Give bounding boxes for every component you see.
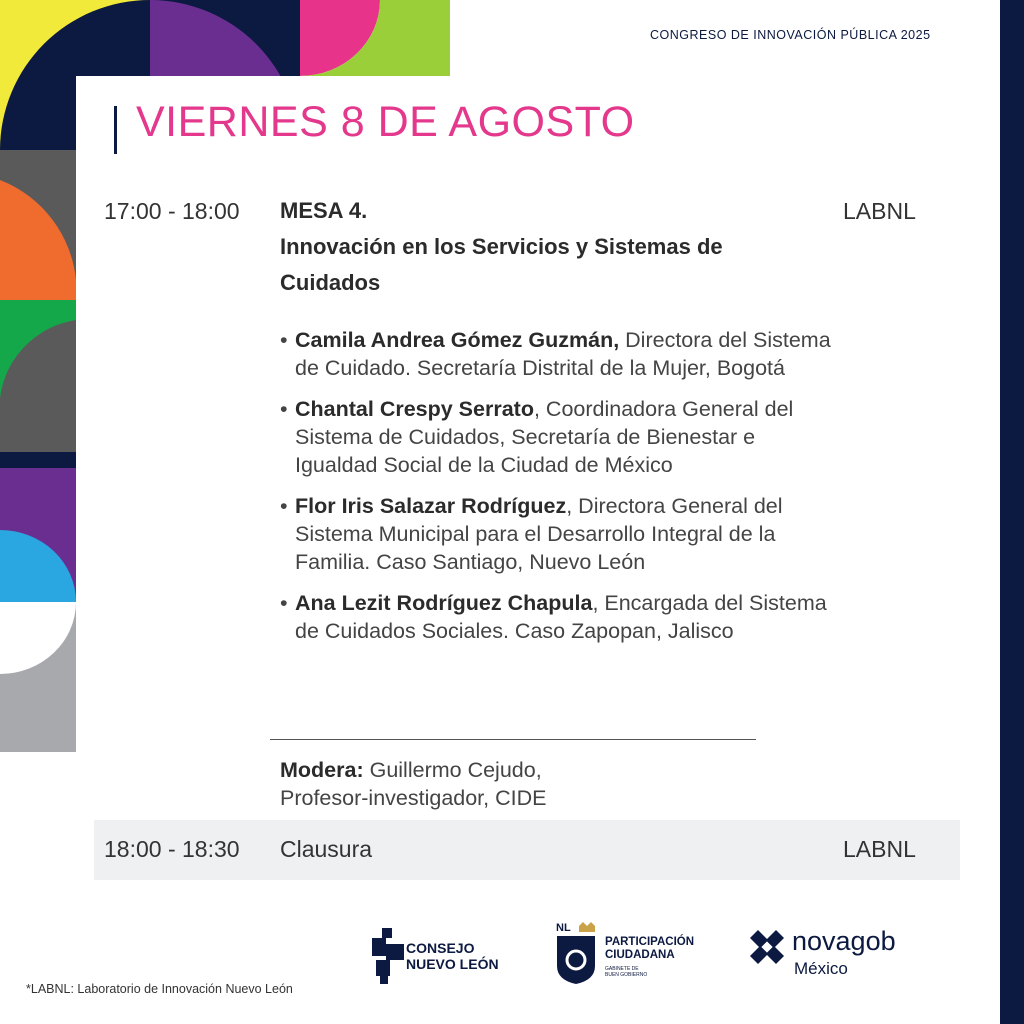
speaker-item: [280, 395, 840, 479]
participacion-badge: NL: [556, 922, 571, 934]
participacion-sub2: BUEN GOBIERNO: [605, 972, 648, 978]
moderator-block: [280, 756, 680, 812]
moderator-divider: [270, 739, 756, 740]
speaker-list: [280, 326, 840, 658]
consejo-mark-icon: [372, 928, 406, 984]
participacion-sub1: GABINETE DE: [605, 966, 639, 972]
session-title: Innovación en los Servicios y Sistemas de Cuidados: [280, 234, 723, 295]
consejo-line1: CONSEJO: [406, 940, 475, 956]
bullet-icon: •: [280, 328, 288, 352]
day-title-accent-bar: [114, 106, 117, 154]
right-accent-bar: [1000, 0, 1024, 1024]
speaker-name: Ana Lezit Rodríguez Chapula: [295, 591, 593, 615]
participacion-ciudadana-logo: [555, 922, 715, 984]
novagob-name: novagob: [792, 926, 896, 956]
consejo-line2: NUEVO LEÓN: [406, 956, 499, 972]
bullet-icon: •: [280, 494, 288, 518]
closing-location: LABNL: [843, 836, 916, 862]
session-label: MESA 4.: [280, 198, 368, 223]
speaker-item: [280, 589, 840, 645]
footnote: *LABNL: Laboratorio de Innovación Nuevo León: [26, 982, 293, 996]
speaker-item: [280, 326, 840, 382]
deco-navy-strip: [0, 452, 76, 468]
closing-title: Clausura: [280, 836, 373, 862]
speaker-item: [280, 492, 840, 576]
novagob-mexico-logo: [750, 926, 920, 982]
day-title: VIERNES 8 DE AGOSTO: [136, 98, 635, 146]
moderator-name: Guillermo Cejudo,: [363, 758, 542, 782]
speaker-name: Camila Andrea Gómez Guzmán,: [295, 328, 620, 352]
speaker-name: Chantal Crespy Serrato: [295, 397, 534, 421]
participacion-line2: CIUDADANA: [605, 949, 675, 961]
closing-time: 18:00 - 18:30: [104, 836, 240, 862]
moderator-label: Modera:: [280, 758, 364, 782]
speaker-name: Flor Iris Salazar Rodríguez: [295, 494, 567, 518]
event-name: CONGRESO DE INNOVACIÓN PÚBLICA 2025: [650, 28, 931, 42]
novagob-country: México: [794, 959, 848, 978]
bullet-icon: •: [280, 397, 288, 421]
participacion-line1: PARTICIPACIÓN: [605, 936, 695, 948]
speaker-role: , Coordinadora General del Sistema de Cuidados, Secretaría de Bienestar e Igualdad Social de la Ciudad de México: [295, 397, 794, 477]
session-time: 17:00 - 18:00: [104, 198, 240, 224]
speaker-role: , Encargada del Sistema de Cuidados Sociales. Caso Zapopan, Jalisco: [295, 591, 827, 643]
moderator-role: Profesor-investigador, CIDE: [280, 786, 547, 810]
novagob-mark-icon: [750, 930, 784, 964]
speaker-role: , Directora General del Sistema Municipal para el Desarrollo Integral de la Familia. Caso Santiago, Nuevo León: [295, 494, 783, 574]
consejo-nuevo-leon-logo: [372, 928, 522, 984]
speaker-role: Directora del Sistema de Cuidado. Secretaría Distrital de la Mujer, Bogotá: [295, 328, 831, 380]
bullet-icon: •: [280, 591, 288, 615]
session-location: LABNL: [843, 198, 916, 224]
